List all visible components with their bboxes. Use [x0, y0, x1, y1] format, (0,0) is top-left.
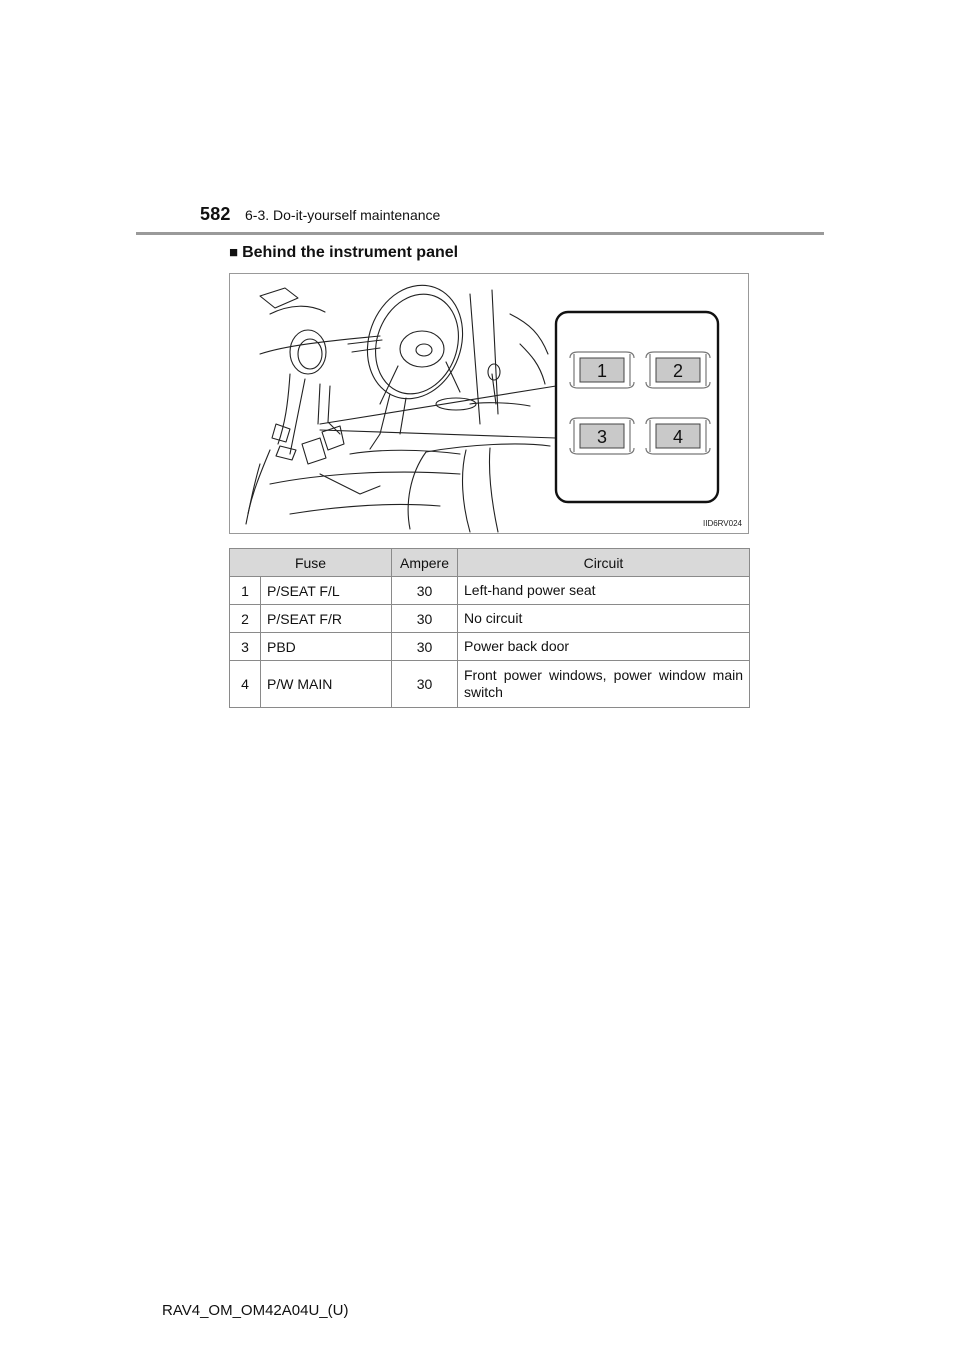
table-row [230, 577, 750, 605]
fuse-circuit: Left-hand power seat [458, 577, 750, 605]
footer-doc-id: RAV4_OM_OM42A04U_(U) [162, 1302, 349, 1319]
table-row [230, 661, 750, 708]
bullet-square: ■ [229, 244, 239, 261]
header-ampere: Ampere [392, 549, 458, 577]
fuse-circuit: Front power windows, power window main switch [458, 661, 750, 708]
header-divider [136, 232, 824, 235]
table-header-row [230, 549, 750, 577]
fuse-ampere: 30 [392, 661, 458, 708]
fuse-ampere: 30 [392, 605, 458, 633]
dashboard-illustration [230, 274, 750, 535]
fuse-name: PBD [261, 633, 392, 661]
header-fuse: Fuse [230, 549, 392, 577]
fuse-number: 1 [230, 577, 261, 605]
fuse-label-1: 1 [596, 361, 608, 381]
fuse-circuit: Power back door [458, 633, 750, 661]
fuse-label-3: 3 [596, 427, 608, 447]
fuse-name: P/W MAIN [261, 661, 392, 708]
fuse-callout-box [556, 312, 718, 502]
subheading [229, 244, 458, 262]
figure-code: IID6RV024 [703, 519, 742, 528]
subheading-title: Behind the instrument panel [242, 244, 459, 261]
fuse-location-illustration [229, 273, 749, 534]
fuse-ampere: 30 [392, 633, 458, 661]
table-row [230, 605, 750, 633]
fuse-circuit: No circuit [458, 605, 750, 633]
header-circuit: Circuit [458, 549, 750, 577]
fuse-ampere: 30 [392, 577, 458, 605]
fuse-number: 3 [230, 633, 261, 661]
fuse-label-2: 2 [672, 361, 684, 381]
fuse-table [229, 548, 750, 708]
section-title: 6-3. Do-it-yourself maintenance [245, 207, 441, 223]
table-row [230, 633, 750, 661]
fuse-label-4: 4 [672, 427, 684, 447]
fuse-number: 4 [230, 661, 261, 708]
fuse-name: P/SEAT F/R [261, 605, 392, 633]
fuse-name: P/SEAT F/L [261, 577, 392, 605]
fuse-number: 2 [230, 605, 261, 633]
page-number: 582 [200, 204, 231, 224]
